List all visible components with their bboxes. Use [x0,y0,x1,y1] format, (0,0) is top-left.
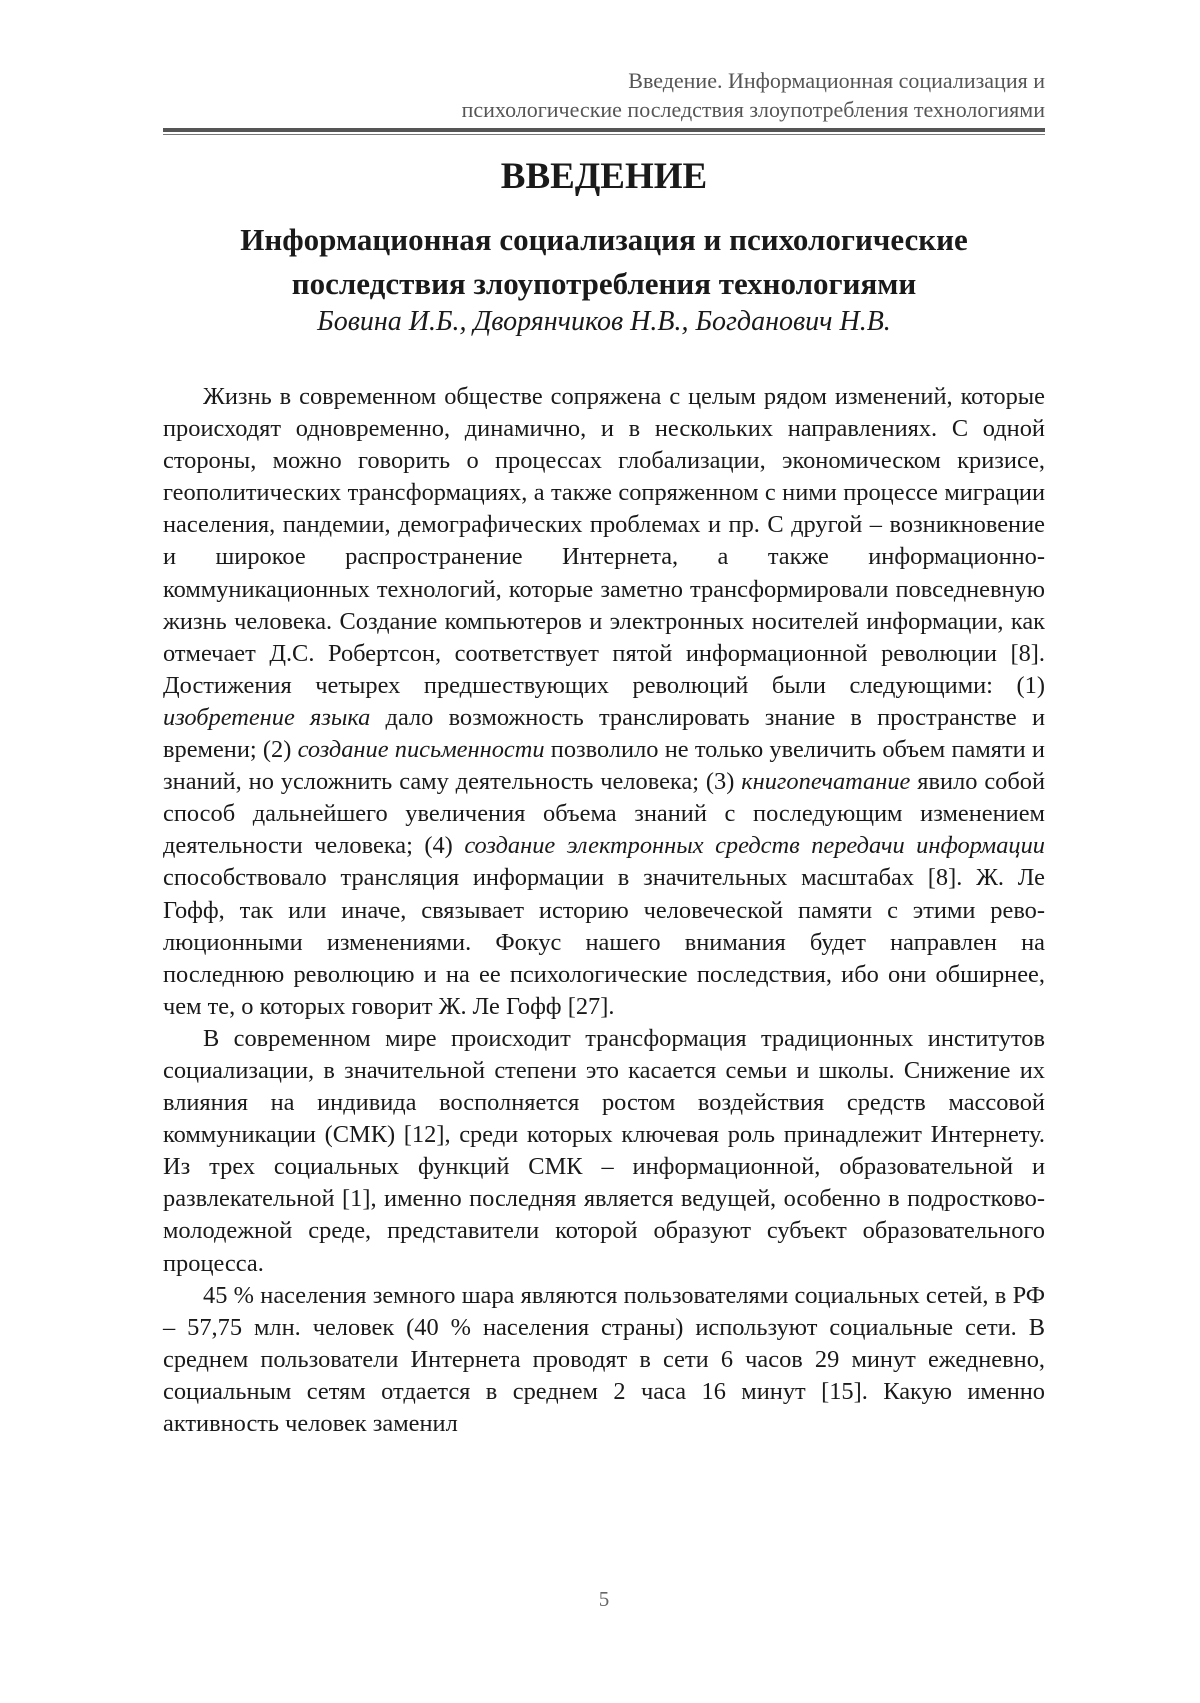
article-title [163,218,1045,306]
emphasis-language: изобретение языка [163,703,371,731]
paragraph-1-text-5: способствовало трансляция информации в значительных масштабах [8]. Ж. Ле Гофф, так или иначе, связывает историю человеческой памяти с этими революционными изменениями. Фокус нашего внимания будет направлен на последнюю революцию и на ее психологические последствия, ибо они обширнее, чем те, о которых говорит Ж. Ле Гофф [27]. [163,864,1045,1020]
emphasis-printing: книгопечатание [741,768,911,796]
paragraph-2: В современном мире происходит трансформация традиционных институтов социализации, в значительной степени это касается семьи и школы. Снижение их влияния на индивида восполняется ростом воздействия средств массовой коммуникации (СМК) [12], среди которых ключевая роль принадлежит Интернету. Из трех социальных функций СМК – информационной, образовательной и развлекательной [1], именно последняя является ведущей, особенно в подростково-молодежной среде, представители которой образуют субъект образовательного процесса. [163,1024,1045,1277]
chapter-title: ВВЕДЕНИЕ [500,156,708,197]
article-title-line-2: последствия злоупотребления технологиями [291,266,917,301]
paragraph-1-text-3: позволило не только увеличить объем памяти и знаний, но усложнить саму деятельность человека; (3) [163,736,1045,796]
page-number: 5 [598,1587,610,1611]
article-title-line-1: Информационная социализация и психологические [240,222,968,257]
document-page [163,0,1045,1703]
header-rule-thick [163,128,1045,132]
authors: Бовина И.Б., Дворянчиков Н.В., Богданович Н.В. [317,306,891,337]
emphasis-electronic-media: создание электронных средств передачи информации [464,832,1045,860]
paragraph-1-text-2: дало возможность транслировать знание в пространстве и времени; (2) [163,703,1045,764]
body-text [163,381,1045,1440]
paragraph-1 [163,381,1045,1023]
header-rule-thin [163,134,1045,135]
emphasis-writing: создание письменности [297,736,545,764]
running-header [163,66,1045,124]
paragraph-1-text-1: Жизнь в современном обществе сопряжена с целым рядом изменений, которые происходят одновременно, динамично, и в нескольких направлениях. С одной стороны, можно говорить о процессах глобализации, экономическом кризисе, геополитических трансформациях, а также сопряженном с ними процессе миграции населения, пандемии, демографических проблемах и пр. С другой – возникновение и широкое распространение Интернета, а также информационно-коммуникационных технологий, которые заметно трансформировали повседневную жизнь человека. Создание компьютеров и электронных носителей информации, как отмечает Д.С. Робертсон, соответствует пятой информационной революции [8]. Достижения четырех предшествующих революций были следующими: (1) [163,383,1045,699]
running-header-line-2: психологические последствия злоупотребления технологиями [461,97,1045,122]
running-header-line-1: Введение. Информационная социализация и [628,68,1045,93]
paragraph-3: 45 % населения земного шара являются пользователями социальных сетей, в РФ – 57,75 млн. человек (40 % населения страны) используют социальные сети. В среднем пользователи Интернета проводят в сети 6 часов 29 минут ежедневно, социальным сетям отдается в среднем 2 часа 16 минут [15]. Какую именно активность человек заменил [163,1281,1045,1437]
paragraph-1-text-4: явило собой способ дальнейшего увеличения объема знаний с последующим изменением деятельности человека; (4) [163,768,1045,860]
